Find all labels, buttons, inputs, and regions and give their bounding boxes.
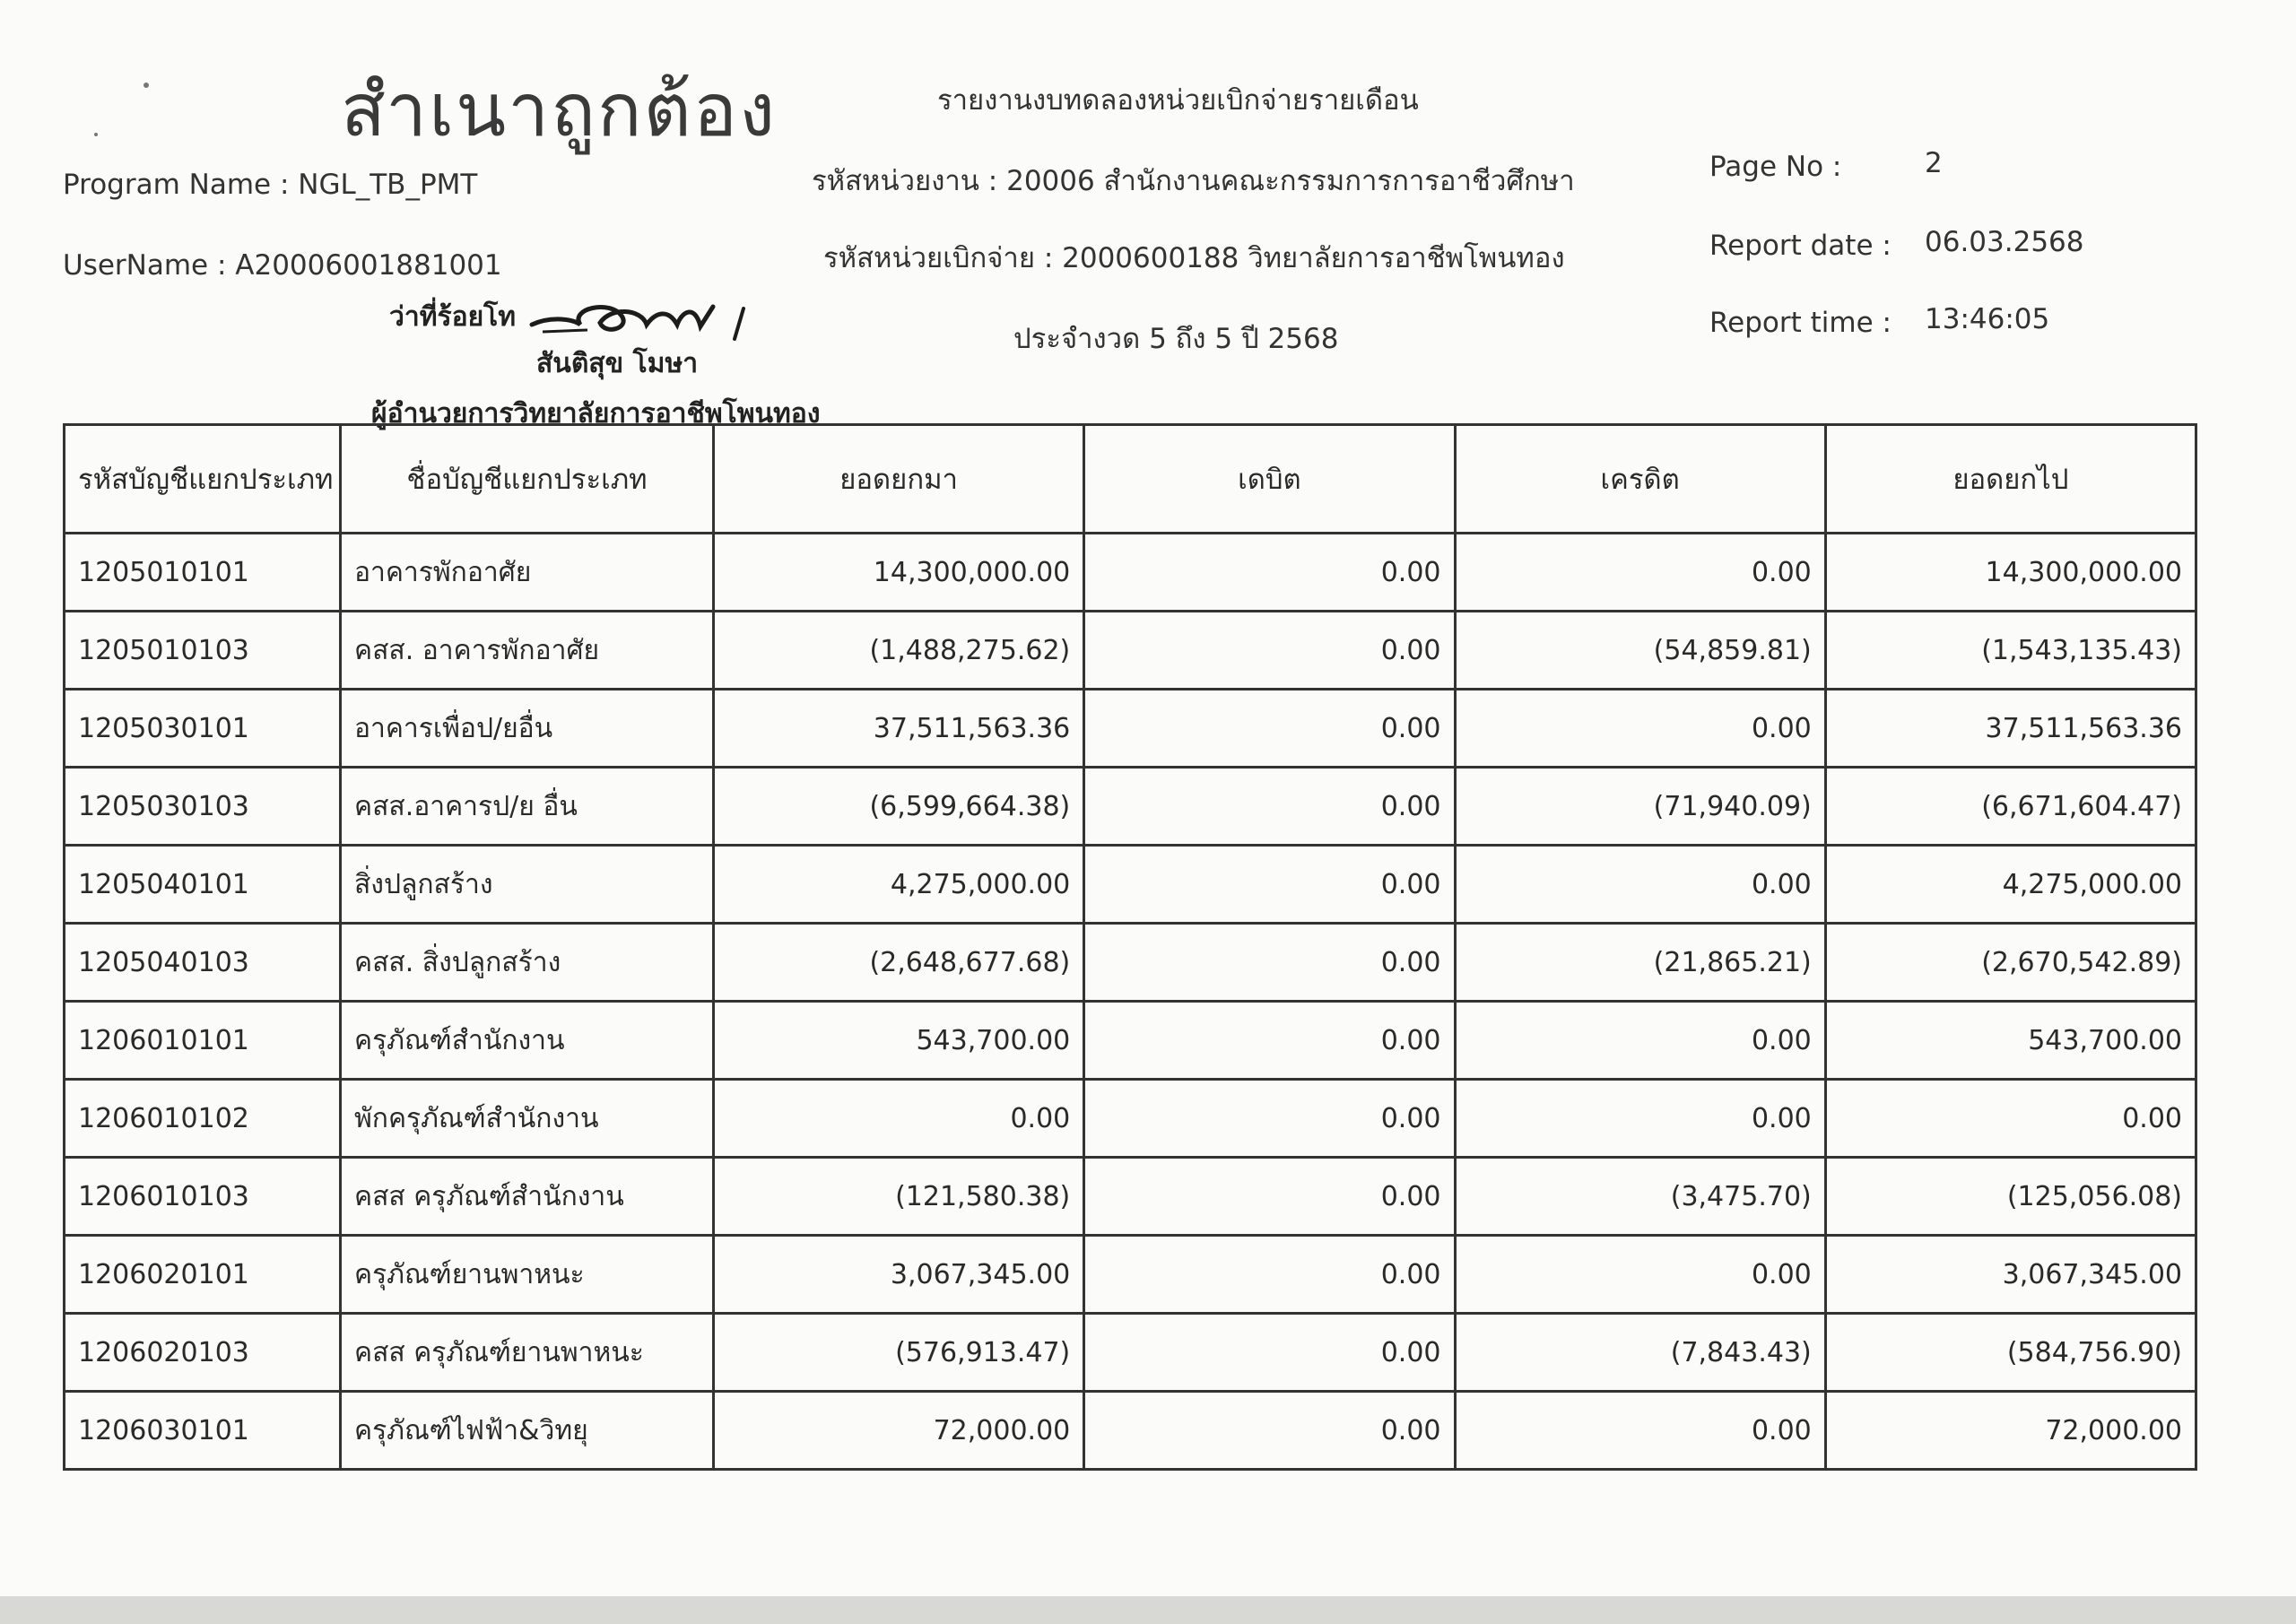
brought-forward-amount: 14,300,000.00 xyxy=(714,534,1084,612)
certifier-name: สันติสุข โมษา xyxy=(536,348,699,379)
account-code: 1206010102 xyxy=(65,1080,341,1158)
report-period: ประจำงวด 5 ถึง 5 ปี 2568 xyxy=(1013,323,1339,355)
debit-amount: 0.00 xyxy=(1084,1392,1455,1470)
disbursing-unit-code: รหัสหน่วยเบิกจ่าย : 2000600188 วิทยาลัยการอาชีพโพนทอง xyxy=(823,242,1565,274)
debit-amount: 0.00 xyxy=(1084,846,1455,924)
credit-amount: 0.00 xyxy=(1455,1080,1825,1158)
account-name: คสส.อาคารป/ย อื่น xyxy=(341,768,714,846)
account-name: อาคารพักอาศัย xyxy=(341,534,714,612)
account-code: 1206020103 xyxy=(65,1314,341,1392)
account-code: 1205040101 xyxy=(65,846,341,924)
account-name: คสส ครุภัณฑ์สำนักงาน xyxy=(341,1158,714,1236)
debit-amount: 0.00 xyxy=(1084,1236,1455,1314)
account-name: ครุภัณฑ์สำนักงาน xyxy=(341,1002,714,1080)
carried-forward-amount: 14,300,000.00 xyxy=(1825,534,2196,612)
program-name-value: NGL_TB_PMT xyxy=(298,169,478,201)
header-debit: เดบิต xyxy=(1084,425,1455,534)
credit-amount: 0.00 xyxy=(1455,690,1825,768)
table-row xyxy=(65,768,2196,846)
certifier-position: ผู้อำนวยการวิทยาลัยการอาชีพโพนทอง xyxy=(371,398,821,430)
account-name: พักครุภัณฑ์สำนักงาน xyxy=(341,1080,714,1158)
header-account-name: ชื่อบัญชีแยกประเภท xyxy=(341,425,714,534)
brought-forward-amount: (576,913.47) xyxy=(714,1314,1084,1392)
table-row xyxy=(65,1158,2196,1236)
account-name: สิ่งปลูกสร้าง xyxy=(341,846,714,924)
report-title: รายงานงบทดลองหน่วยเบิกจ่ายรายเดือน xyxy=(937,84,1419,117)
debit-amount: 0.00 xyxy=(1084,1158,1455,1236)
table-row xyxy=(65,1236,2196,1314)
brought-forward-amount: (121,580.38) xyxy=(714,1158,1084,1236)
report-time-label: Report time : xyxy=(1709,307,1892,339)
carried-forward-amount: 72,000.00 xyxy=(1825,1392,2196,1470)
certifier-rank: ว่าที่ร้อยโท xyxy=(389,301,517,333)
account-name: คสส ครุภัณฑ์ยานพาหนะ xyxy=(341,1314,714,1392)
account-name: อาคารเพื่อป/ยอื่น xyxy=(341,690,714,768)
page-no-value: 2 xyxy=(1925,147,1943,179)
brought-forward-amount: 4,275,000.00 xyxy=(714,846,1084,924)
table-row xyxy=(65,1392,2196,1470)
table-row xyxy=(65,1080,2196,1158)
debit-amount: 0.00 xyxy=(1084,612,1455,690)
credit-amount: 0.00 xyxy=(1455,1392,1825,1470)
username-label: UserName : xyxy=(63,249,227,282)
carried-forward-amount: 0.00 xyxy=(1825,1080,2196,1158)
brought-forward-amount: 0.00 xyxy=(714,1080,1084,1158)
report-date-value: 06.03.2568 xyxy=(1925,226,2084,258)
page-no-label: Page No : xyxy=(1709,151,1842,183)
account-code: 1205010103 xyxy=(65,612,341,690)
carried-forward-amount: (2,670,542.89) xyxy=(1825,924,2196,1002)
username xyxy=(63,249,502,282)
debit-amount: 0.00 xyxy=(1084,924,1455,1002)
account-code: 1206020101 xyxy=(65,1236,341,1314)
account-code: 1205030103 xyxy=(65,768,341,846)
account-code: 1206010101 xyxy=(65,1002,341,1080)
table-row xyxy=(65,612,2196,690)
credit-amount: (54,859.81) xyxy=(1455,612,1825,690)
credit-amount: 0.00 xyxy=(1455,846,1825,924)
carried-forward-amount: 37,511,563.36 xyxy=(1825,690,2196,768)
table-header-row xyxy=(65,425,2196,534)
carried-forward-amount: (1,543,135.43) xyxy=(1825,612,2196,690)
carried-forward-amount: (6,671,604.47) xyxy=(1825,768,2196,846)
brought-forward-amount: 72,000.00 xyxy=(714,1392,1084,1470)
table-row xyxy=(65,924,2196,1002)
header-account-code: รหัสบัญชีแยกประเภท xyxy=(65,425,341,534)
header-carried-forward: ยอดยกไป xyxy=(1825,425,2196,534)
carried-forward-amount: 543,700.00 xyxy=(1825,1002,2196,1080)
debit-amount: 0.00 xyxy=(1084,534,1455,612)
credit-amount: 0.00 xyxy=(1455,1236,1825,1314)
program-name-label: Program Name : xyxy=(63,169,290,201)
debit-amount: 0.00 xyxy=(1084,690,1455,768)
credit-amount: (7,843.43) xyxy=(1455,1314,1825,1392)
credit-amount: (21,865.21) xyxy=(1455,924,1825,1002)
debit-amount: 0.00 xyxy=(1084,1080,1455,1158)
debit-amount: 0.00 xyxy=(1084,1002,1455,1080)
brought-forward-amount: (1,488,275.62) xyxy=(714,612,1084,690)
account-name: คสส. สิ่งปลูกสร้าง xyxy=(341,924,714,1002)
brought-forward-amount: 3,067,345.00 xyxy=(714,1236,1084,1314)
table-row xyxy=(65,846,2196,924)
report-date-label: Report date : xyxy=(1709,230,1892,262)
table-row xyxy=(65,1002,2196,1080)
debit-amount: 0.00 xyxy=(1084,1314,1455,1392)
debit-amount: 0.00 xyxy=(1084,768,1455,846)
account-name: ครุภัณฑ์ยานพาหนะ xyxy=(341,1236,714,1314)
brought-forward-amount: (2,648,677.68) xyxy=(714,924,1084,1002)
account-name: คสส. อาคารพักอาศัย xyxy=(341,612,714,690)
report-time-value: 13:46:05 xyxy=(1925,303,2050,335)
credit-amount: 0.00 xyxy=(1455,1002,1825,1080)
scan-speck xyxy=(144,83,149,88)
account-code: 1205040103 xyxy=(65,924,341,1002)
table-row xyxy=(65,1314,2196,1392)
credit-amount: (71,940.09) xyxy=(1455,768,1825,846)
carried-forward-amount: (584,756.90) xyxy=(1825,1314,2196,1392)
program-name xyxy=(63,169,477,201)
credit-amount: 0.00 xyxy=(1455,534,1825,612)
certified-copy-stamp: สำเนาถูกต้อง xyxy=(341,68,778,153)
account-code: 1205030101 xyxy=(65,690,341,768)
carried-forward-amount: 4,275,000.00 xyxy=(1825,846,2196,924)
carried-forward-amount: 3,067,345.00 xyxy=(1825,1236,2196,1314)
table-row xyxy=(65,534,2196,612)
brought-forward-amount: (6,599,664.38) xyxy=(714,768,1084,846)
agency-code: รหัสหน่วยงาน : 20006 สำนักงานคณะกรรมการการอาชีวศึกษา xyxy=(812,165,1575,197)
brought-forward-amount: 543,700.00 xyxy=(714,1002,1084,1080)
table-row xyxy=(65,690,2196,768)
account-code: 1205010101 xyxy=(65,534,341,612)
username-value: A20006001881001 xyxy=(235,249,502,282)
scan-speck xyxy=(94,133,98,136)
brought-forward-amount: 37,511,563.36 xyxy=(714,690,1084,768)
carried-forward-amount: (125,056.08) xyxy=(1825,1158,2196,1236)
credit-amount: (3,475.70) xyxy=(1455,1158,1825,1236)
trial-balance-table xyxy=(63,423,2197,1471)
account-code: 1206030101 xyxy=(65,1392,341,1470)
header-brought-forward: ยอดยกมา xyxy=(714,425,1084,534)
account-name: ครุภัณฑ์ไฟฟ้า&วิทยุ xyxy=(341,1392,714,1470)
header-credit: เครดิต xyxy=(1455,425,1825,534)
account-code: 1206010103 xyxy=(65,1158,341,1236)
scan-bottom-edge xyxy=(0,1596,2296,1624)
